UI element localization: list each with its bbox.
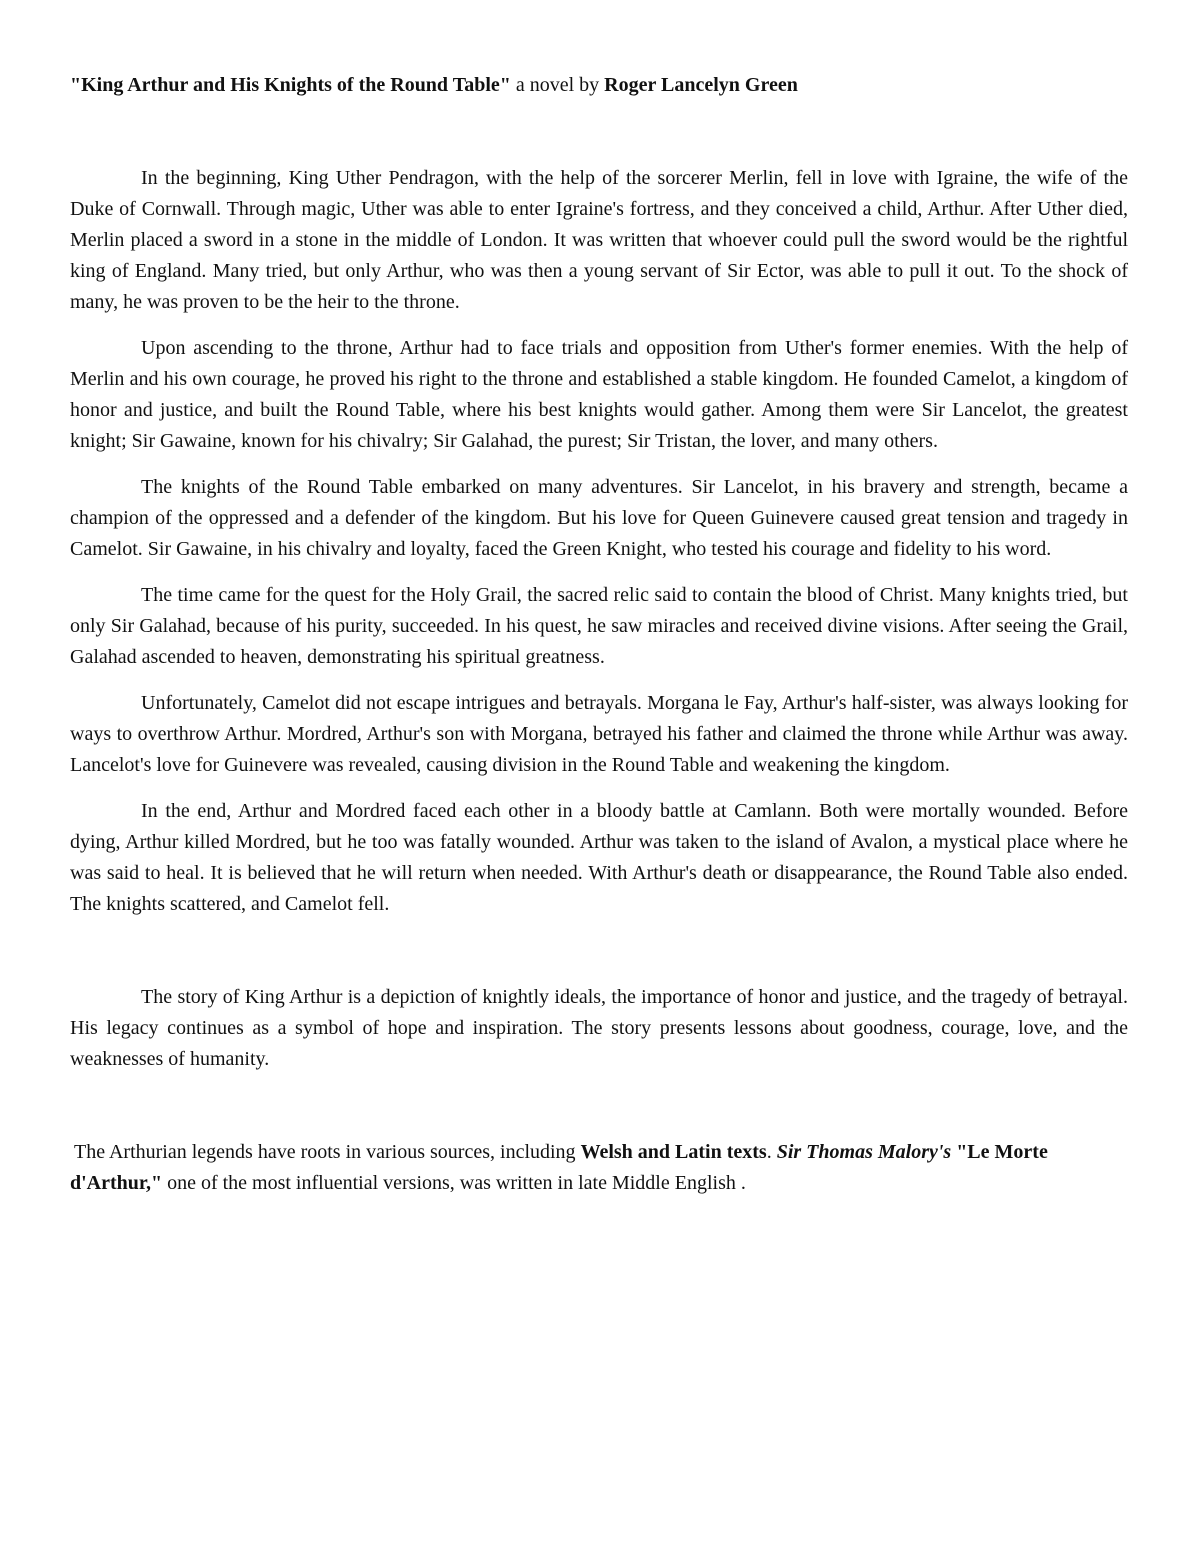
document-page [70,70,1128,1199]
paragraph-conclusion: The story of King Arthur is a depiction of knightly ideals, the importance of honor and justice, and the tragedy of betrayal. His legacy continues as a symbol of hope and inspiration. The story presents lessons about goodness, courage, love, and the weaknesses of humanity. [70,986,1128,1070]
paragraph-betrayals: Unfortunately, Camelot did not escape intrigues and betrayals. Morgana le Fay, Arthur's half-sister, was always looking for ways to overthrow Arthur. Mordred, Arthur's son with Morgana, betrayed his father and claimed the throne while Arthur was away. Lancelot's love for Guinevere was revealed, causing division in the Round Table and weakening the kingdom. [70,692,1128,776]
sources-welsh-latin: Welsh and Latin texts [580,1141,767,1163]
paragraph-beginning: In the beginning, King Uther Pendragon, with the help of the sorcerer Merlin, fell in love with Igraine, the wife of the Duke of Cornwall. Through magic, Uther was able to enter Igraine's fortress, and they conceived a child, Arthur. After Uther died, Merlin placed a sword in a stone in the middle of London. It was written that whoever could pull the sword would be the rightful king of England. Many tried, but only Arthur, who was then a young servant of Sir Ector, was able to pull it out. To the shock of many, he was proven to be the heir to the throne. [70,167,1128,313]
paragraph-ending: In the end, Arthur and Mordred faced each other in a bloody battle at Camlann. Both were mortally wounded. Before dying, Arthur killed Mordred, but he too was fatally wounded. Arthur was taken to the island of Avalon, a mystical place where he was said to heal. It is believed that he will return when needed. With Arthur's death or disappearance, the Round Table also ended. The knights scattered, and Camelot fell. [70,800,1128,915]
book-title: "King Arthur and His Knights of the Round Table" [70,74,511,96]
paragraph-ascension: Upon ascending to the throne, Arthur had to face trials and opposition from Uther's former enemies. With the help of Merlin and his own courage, he proved his right to the throne and established a stable kingdom. He founded Camelot, a kingdom of honor and justice, and built the Round Table, where his best knights would gather. Among them were Sir Lancelot, the greatest knight; Sir Gawaine, known for his chivalry; Sir Galahad, the purest; Sir Tristan, the lover, and many others. [70,337,1128,452]
author-name: Roger Lancelyn Green [604,74,798,96]
sources-malory: Sir Thomas Malory's [776,1141,952,1163]
paragraph-adventures: The knights of the Round Table embarked on many adventures. Sir Lancelot, in his bravery and strength, became a champion of the oppressed and a defender of the kingdom. But his love for Queen Guinevere caused great tension and tragedy in Camelot. Sir Gawaine, in his chivalry and loyalty, faced the Green Knight, who tested his courage and fidelity to his word. [70,476,1128,560]
sources-ending: one of the most influential versions, was written in late Middle English . [162,1172,746,1194]
heading-connector: a novel by [510,74,605,96]
paragraph-holy-grail: The time came for the quest for the Holy Grail, the sacred relic said to contain the blood of Christ. Many knights tried, but only Sir Galahad, because of his purity, succeeded. In his quest, he saw miracles and received divine visions. After seeing the Grail, Galahad ascended to heaven, demonstrating his spiritual greatness. [70,584,1128,668]
paragraph-sources [70,1137,1128,1199]
sources-work-title: "Le Morte d'Arthur," [70,1141,1048,1194]
sources-period: . [766,1141,777,1163]
document-heading [70,70,1128,100]
sources-intro: The Arthurian legends have roots in various sources, including [74,1141,581,1163]
